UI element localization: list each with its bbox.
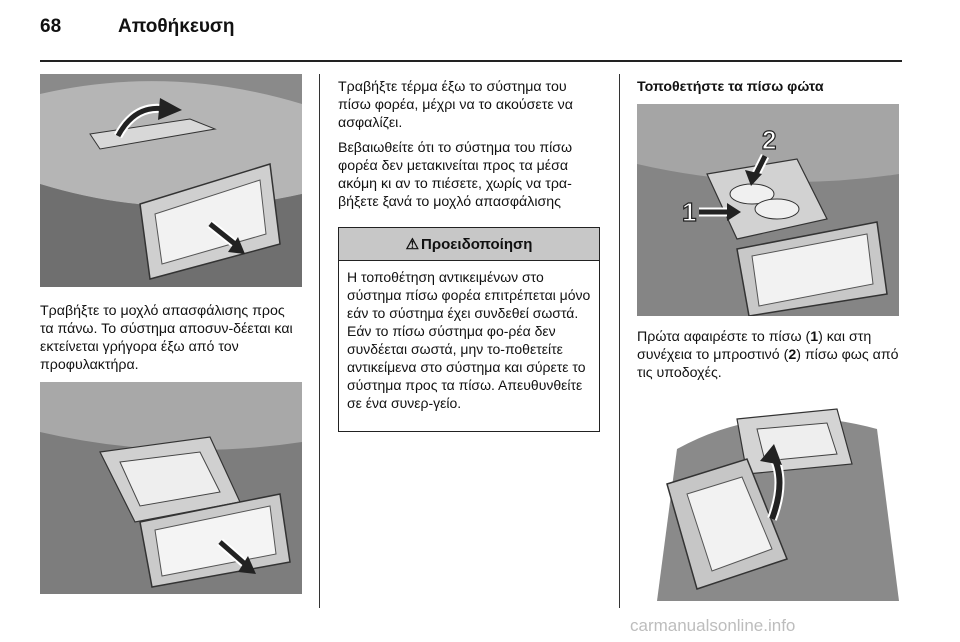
right-paragraph: Πρώτα αφαιρέστε το πίσω (1) και στη συνέχεια το μπροστινό (2) πίσω φως από τις υποδοχές.: [637, 329, 899, 381]
callout-1: 1: [810, 329, 819, 345]
illustration-removing-light: [637, 389, 899, 601]
warning-text: Η τοποθέτηση αντικειμένων στο σύστημα πίσω φορέα επιτρέπεται μόνο εάν το σύστημα έχει συνδεθεί σωστά. Εάν το πίσω σύστημα φο-ρέα δεν συνδέεται σωστά, μην το-ποθετείτε αντικείμενα στο σύστημα και σύρετε το σύστημα προς τα πίσω. Απευθυνθείτε σε ένα συνερ-γείο.: [347, 269, 591, 411]
warning-triangle-icon: ⚠: [405, 236, 420, 253]
callout-2: 2: [788, 347, 797, 363]
middle-paragraph-1: Τραβήξτε τέρμα έξω το σύστημα του πίσω φορέα, μέχρι να το ακούσετε να ασφαλίζει.: [338, 79, 573, 131]
illustration-carrier-extended: [40, 382, 302, 594]
warning-box: [338, 227, 600, 432]
header-divider: [40, 60, 902, 62]
illustration-release-lever: [40, 74, 302, 287]
column-divider-left: [319, 74, 320, 608]
illustration-label-1: 1: [682, 197, 697, 227]
middle-paragraph-2: Βεβαιωθείτε ότι το σύστημα του πίσω φορέα δεν μετακινείται προς τα μέσα ακόμη κι αν το πιέσετε, χωρίς να τρα-βήξετε ξανά το μοχλό απασφάλισης: [338, 140, 573, 210]
illustration-rear-lights: [637, 104, 899, 316]
page-title: Αποθήκευση: [118, 16, 235, 37]
watermark: carmanualsonline.info: [630, 616, 796, 635]
warning-header: [339, 228, 599, 261]
left-paragraph: Τραβήξτε το μοχλό απασφάλισης προς τα πάνω. Το σύστημα αποσυν-δέεται και εκτείνεται γρήγορα έξω από τον προφυλακτήρα.: [40, 303, 293, 373]
column-divider-right: [619, 74, 620, 608]
warning-title: Προειδοποίηση: [421, 235, 533, 253]
right-heading: Τοποθετήστε τα πίσω φώτα: [637, 79, 824, 95]
illustration-label-2: 2: [762, 125, 777, 155]
page-number: 68: [40, 16, 62, 37]
